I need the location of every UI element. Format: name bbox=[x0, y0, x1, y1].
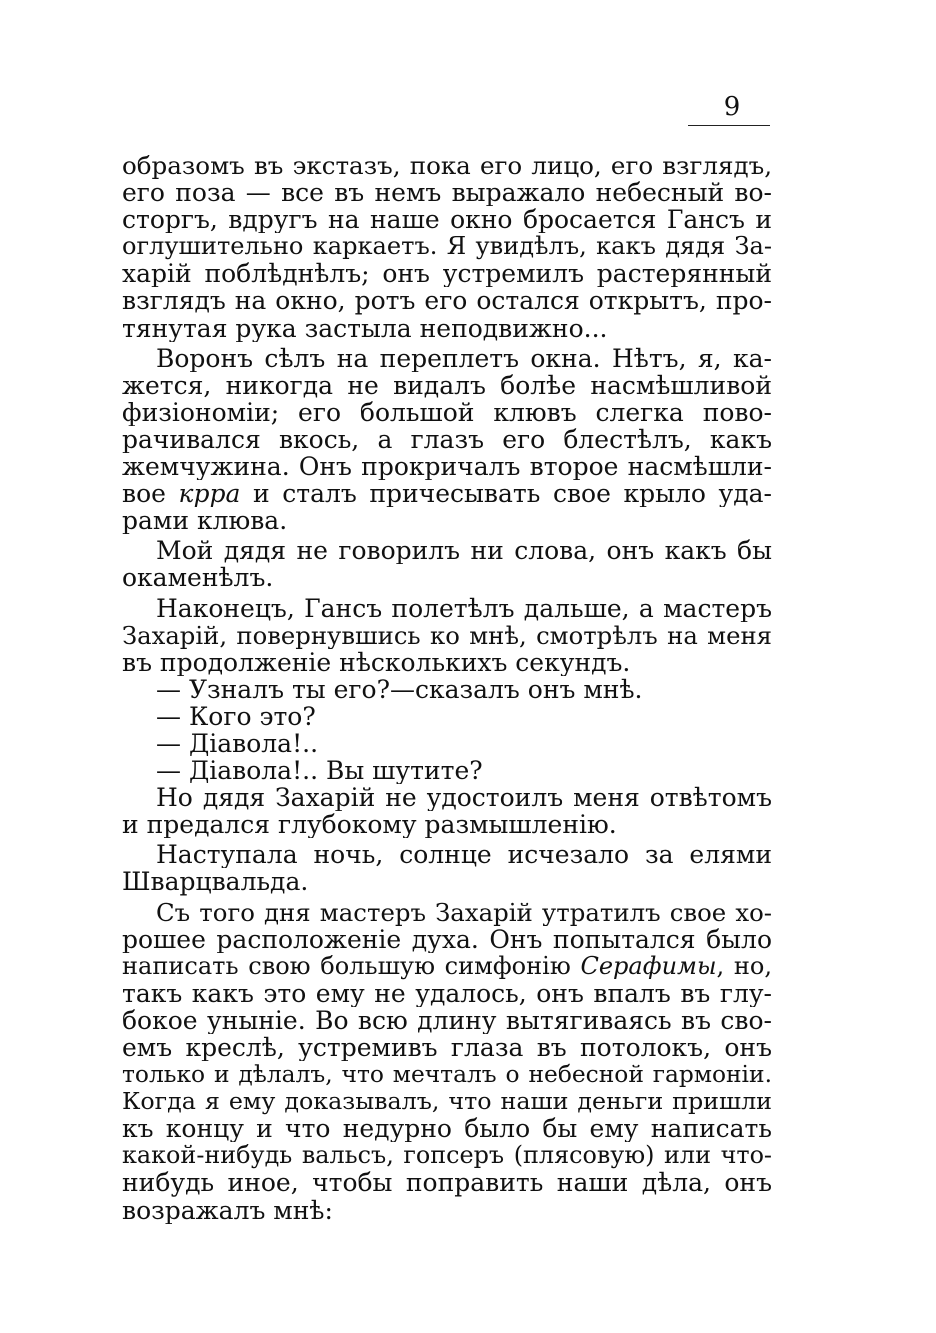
text-run: и сталъ причесывать свое крыло уда- bbox=[240, 480, 772, 508]
text-line: жется, никогда не видалъ болѣе насмѣшливой bbox=[122, 371, 772, 399]
text-line: возражалъ мнѣ: bbox=[122, 1196, 333, 1224]
header-rule bbox=[688, 125, 770, 126]
text-line: и предался глубокому размышленію. bbox=[122, 811, 617, 839]
text-line: жемчужина. Онъ прокричалъ второе насмѣшли- bbox=[122, 453, 772, 481]
dialogue-line: — Діавола!.. Вы шутите? bbox=[156, 757, 483, 785]
italic-word: Серафимы bbox=[580, 952, 717, 980]
text-line: образомъ въ экстазъ, пока его лицо, его взглядъ, bbox=[122, 152, 772, 180]
text-line: Наступала ночь, солнце исчезало за елями bbox=[156, 841, 772, 869]
text-line: Наконецъ, Гансъ полетѣлъ дальше, а мастеръ bbox=[156, 594, 772, 622]
dialogue-line: — Діавола!.. bbox=[156, 729, 319, 758]
dialogue-line: — Кого это? bbox=[156, 702, 316, 730]
text-line: оглушительно каркаетъ. Я увидѣлъ, какъ дядя За- bbox=[122, 233, 772, 261]
text-line: окаменѣлъ. bbox=[122, 564, 274, 592]
body-text bbox=[122, 152, 772, 1224]
text-line: Съ того дня мастеръ Захарій утратилъ свое хо- bbox=[156, 898, 772, 926]
text-line: Мой дядя не говорилъ ни слова, онъ какъ бы bbox=[156, 537, 772, 565]
text-line: Когда я ему доказывалъ, что наши деньги пришли bbox=[122, 1088, 772, 1116]
text-line: въ продолженіе нѣсколькихъ секундъ. bbox=[122, 648, 631, 676]
text-line: рошее расположеніе духа. Онъ попытался было bbox=[122, 925, 772, 953]
text-run: написать свою большую симфонію bbox=[122, 952, 581, 980]
text-line bbox=[122, 953, 772, 980]
text-line: какой-нибудь вальсъ, гопсеръ (плясовую) или что- bbox=[122, 1142, 772, 1170]
italic-word: крра bbox=[178, 480, 241, 508]
text-line: нибудь иное, чтобы поправить наши дѣла, онъ bbox=[122, 1169, 772, 1197]
text-run: , но, bbox=[716, 952, 772, 980]
text-line: взглядъ на окно, ротъ его остался открытъ, про- bbox=[122, 287, 772, 315]
text-line: Шварцвальда. bbox=[122, 868, 309, 896]
text-line bbox=[122, 480, 772, 507]
text-line: тянутая рука застыла неподвижно... bbox=[122, 314, 608, 342]
text-line: физіономіи; его большой клювъ слегка пово- bbox=[122, 398, 772, 426]
dialogue-line: — Узналъ ты его?—сказалъ онъ мнѣ. bbox=[156, 675, 643, 703]
text-run: вое bbox=[122, 480, 179, 508]
text-line: его поза — все въ немъ выражало небесный во- bbox=[122, 179, 772, 207]
text-line: бокое уныніе. Во всю длину вытягиваясь въ сво- bbox=[122, 1006, 772, 1034]
text-line: Захарій, повернувшись ко мнѣ, смотрѣлъ на меня bbox=[122, 621, 772, 649]
text-line: рачивался вкось, а глазъ его блестѣлъ, какъ bbox=[122, 425, 772, 454]
text-line: къ концу и что недурно было бы ему написать bbox=[122, 1115, 772, 1143]
text-line: Воронъ сѣлъ на переплетъ окна. Нѣтъ, я, ка- bbox=[156, 344, 772, 372]
text-line: рами клюва. bbox=[122, 507, 288, 535]
page-number: 9 bbox=[723, 92, 741, 122]
text-line: Но дядя Захарій не удостоилъ меня отвѣтомъ bbox=[156, 784, 772, 812]
text-line: сторгъ, вдругъ на наше окно бросается Гансъ и bbox=[122, 206, 772, 234]
text-line: емъ креслѣ, устремивъ глаза въ потолокъ, онъ bbox=[122, 1034, 772, 1062]
text-line: такъ какъ это ему не удалось, онъ впалъ въ глу- bbox=[122, 979, 772, 1007]
text-line: харій поблѣднѣлъ; онъ устремилъ растерянный bbox=[122, 260, 772, 288]
text-line: только и дѣлалъ, что мечталъ о небесной гармоніи. bbox=[122, 1061, 772, 1089]
